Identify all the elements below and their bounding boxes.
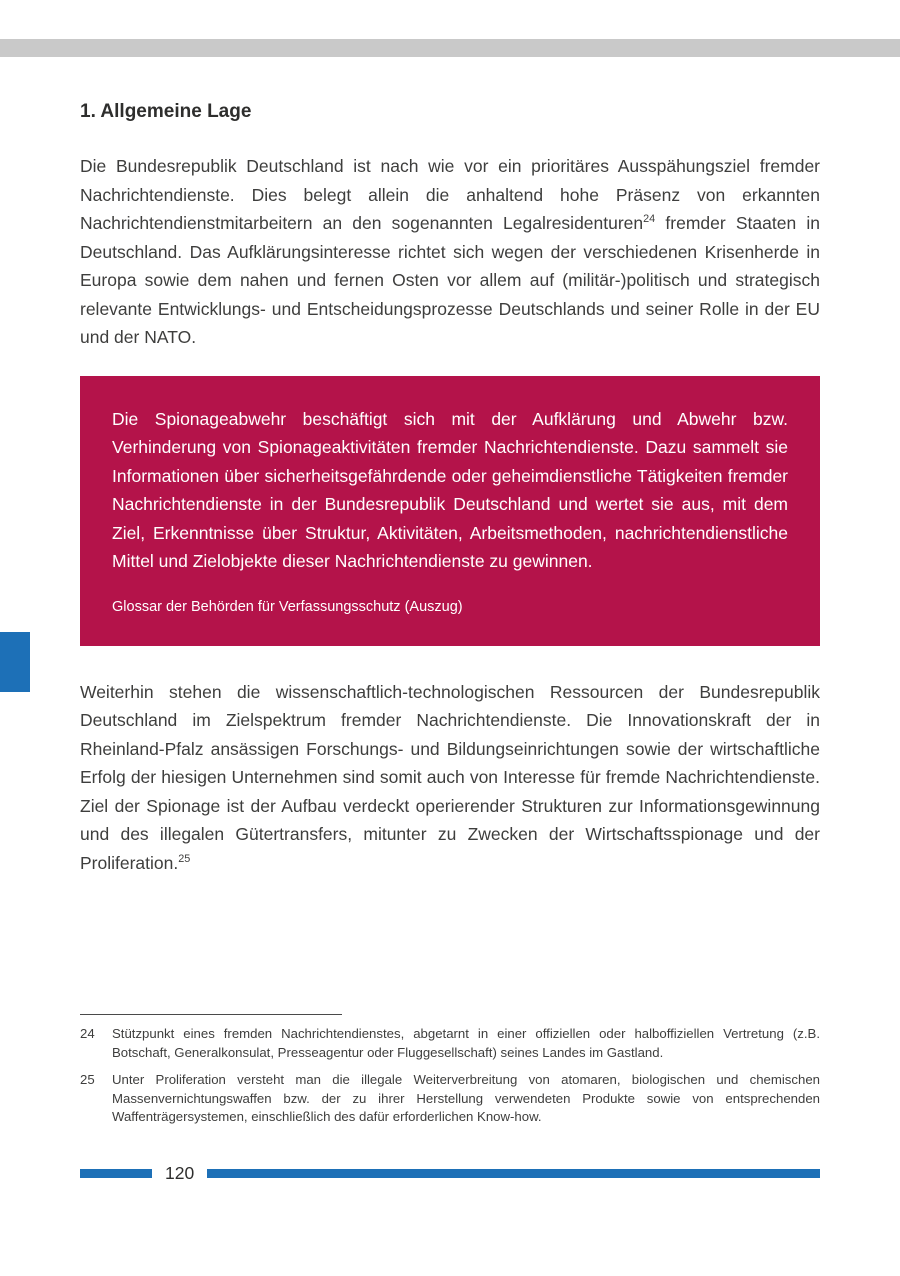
paragraph-1-text-before-ref: Die Bundesrepublik Deutschland ist nach wie vor ein prioritäres Ausspähungsziel fremder Nachrichtendienste. Dies belegt allein die anhaltend hohe Präsenz von erkannten Nachrichtendienstmitarbeitern an den sogenannten Legalresidenturen [80, 156, 820, 233]
footnote-ref-25: 25 [178, 852, 191, 865]
footnote-text: Stützpunkt eines fremden Nachrichtendienstes, abgetarnt in einer offiziellen oder halboffiziellen Vertretung (z.B. Botschaft, Generalkonsulat, Presseagentur oder Fluggesellschaft) seines Landes im Gastland. [112, 1026, 820, 1060]
highlight-box-caption: Glossar der Behörden für Verfassungsschutz (Auszug) [112, 598, 463, 615]
paragraph-2-text-before-ref: Weiterhin stehen die wissenschaftlich-technologischen Ressourcen der Bundesrepublik Deutschland im Zielspektrum fremder Nachrichtendienste. Die Innovationskraft der in Rheinland-Pfalz ansässigen Forschungs- und Bildungseinrichtungen sowie der wirtschaftliche Erfolg der hiesigen Unternehmen sind somit auch von Interesse für fremde Nachrichtendienste. Ziel der Spionage ist der Aufbau verdeckt operierender Strukturen zur Informationsgewinnung und des illegalen Gütertransfers, mitunter zu Zwecken der Wirtschaftsspionage und der Proliferation. [80, 681, 820, 873]
footer-bar-right [207, 1169, 820, 1178]
page-footer [80, 1162, 820, 1184]
section-heading: 1. Allgemeine Lage [80, 101, 252, 122]
footnote-item [80, 1025, 820, 1062]
body-paragraph-1 [80, 152, 820, 352]
highlight-box-text: Die Spionageabwehr beschäftigt sich mit der Aufklärung und Abwehr bzw. Verhinderung von Spionageaktivitäten fremder Nachrichtendienste. Dazu sammelt sie Informationen über sicherheitsgefährdende oder geheimdienstliche Tätigkeiten fremder Nachrichtendienste in der Bundesrepublik Deutschland und wertet sie aus, mit dem Ziel, Erkenntnisse über Struktur, Aktivitäten, Arbeitsmethoden, nachrichtendienstliche Mittel und Zielobjekte dieser Nachrichtendienste zu gewinnen. [112, 408, 788, 571]
page-content [80, 0, 820, 895]
footnote-separator [80, 1014, 342, 1015]
footnote-text: Unter Proliferation versteht man die illegale Weiterverbreitung von atomaren, biologischen und chemischen Massenvernichtungswaffen bzw. der zu ihrer Herstellung verwendeten Produkte sowie von entsprechenden Waffenträgersystemen, einschließlich des dafür erforderlichen Know-how. [112, 1072, 820, 1124]
footnote-list [80, 1014, 820, 1136]
footnote-item [80, 1071, 820, 1127]
left-edge-tab [0, 632, 30, 692]
footnote-ref-24: 24 [643, 213, 656, 226]
footer-bar-left [80, 1169, 152, 1178]
highlight-box [80, 376, 820, 646]
footnote-number: 24 [80, 1026, 95, 1041]
footnote-number: 25 [80, 1072, 95, 1087]
paragraph-1-text-after-ref: fremder Staaten in Deutschland. Das Aufklärungsinteresse richtet sich wegen der verschiedenen Krisenherde in Europa sowie dem nahen und fernen Osten vor allem auf (militär-)politisch und strategisch relevante Entwicklungs- und Entscheidungsprozesse Deutschlands und seiner Rolle in der EU und der NATO. [80, 213, 820, 347]
body-paragraph-2 [80, 678, 820, 878]
page-number: 120 [165, 1162, 195, 1183]
